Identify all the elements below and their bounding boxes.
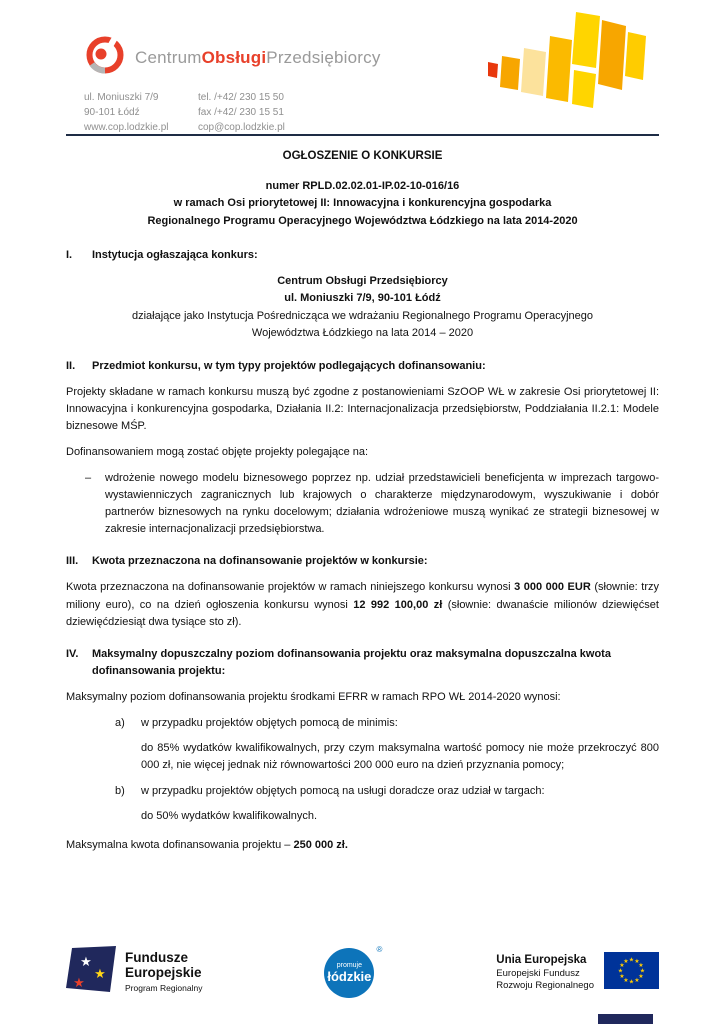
section-3-number: III.: [66, 555, 79, 568]
footer-logos: [66, 946, 659, 999]
document-body: [66, 148, 659, 854]
list-item-a-text: w przypadku projektów objętych pomocą de minimis:: [141, 716, 398, 729]
svg-text:★: ★: [628, 957, 635, 963]
list-item-b-detail: do 50% wydatków kwalifikowalnych.: [141, 809, 318, 822]
cop-logo: [84, 34, 381, 81]
svg-text:★: ★: [628, 979, 635, 985]
page-title: OGŁOSZENIE O KONKURSIE: [282, 150, 443, 162]
amount-eur: 3 000 000 EUR: [514, 581, 591, 594]
svg-text:★: ★: [617, 968, 624, 974]
contact-fax: fax /+42/ 230 15 51: [198, 107, 284, 118]
section-2-number: II.: [66, 360, 76, 373]
list-item-a-label: a): [115, 716, 125, 729]
fe-logo-text: [125, 951, 202, 993]
institution-name: Centrum Obsługi Przedsiębiorcy: [277, 274, 448, 287]
badge-lodzkie: łódzkie: [327, 968, 372, 984]
max-funding-line: [66, 837, 659, 854]
svg-text:★: ★: [619, 962, 625, 969]
section-3-paragraph: [66, 579, 659, 630]
svg-text:★: ★: [623, 958, 629, 965]
fe-line1: Fundusze: [125, 950, 188, 966]
eu-line2: Europejski Fundusz: [496, 967, 580, 979]
badge-promuje: promuje: [336, 961, 363, 969]
fe-flag-icon: [66, 946, 116, 999]
lodzkie-badge-zone: [202, 944, 496, 998]
max-funding-amount: 250 000 zł.: [293, 839, 348, 851]
section-2-paragraph-1: Projekty składane w ramach konkursu muszą być zgodne z postanowieniami SzOOP WŁ w zakresie Osi priorytetowej II: Innowacyjna i konkurencyjna gospodarka, Działania II.2: Internacjonalizacja przedsiębiorstw, Poddziałania II.2.1: Modele biznesowe MŚP.: [66, 386, 659, 433]
header-address-block: [84, 90, 168, 135]
eu-flag-icon: [604, 952, 659, 994]
svg-text:★: ★: [638, 962, 644, 969]
logo-word-przedsiebiorcy: Przedsiębiorcy: [266, 47, 381, 67]
header-divider: [66, 134, 659, 136]
amount-text-3: (słownie: dwanaście milionów dziewięćset dziewięćdziesiąt dwa tysiące sto zł).: [66, 598, 659, 628]
institution-address: ul. Moniuszki 7/9, 90-101 Łódź: [284, 292, 441, 305]
list-item-a: [115, 715, 659, 732]
section-1-heading: [66, 247, 659, 264]
section-3-heading: [66, 553, 659, 570]
svg-text:★: ★: [80, 954, 92, 969]
section-2-paragraph-2: Dofinansowaniem mogą zostać objęte projekty polegające na:: [66, 446, 369, 459]
fe-line2: Europejskie: [125, 964, 202, 980]
section-1-title: Instytucja ogłaszająca konkurs:: [92, 248, 258, 261]
section-4-title: Maksymalny dopuszczalny poziom dofinansowania projektu oraz maksymalna dopuszczalna kwota dofinansowania projektu:: [92, 647, 611, 677]
badge-registered-mark: ®: [376, 944, 383, 954]
cop-logo-icon: [84, 34, 126, 81]
eu-line3: Rozwoju Regionalnego: [496, 979, 594, 991]
fundusze-europejskie-logo: [66, 946, 202, 999]
max-funding-text: Maksymalna kwota dofinansowania projektu –: [66, 839, 294, 851]
bottom-edge-artifact: [598, 1014, 653, 1024]
subtitle-axis: w ramach Osi priorytetowej II: Innowacyjna i konkurencyjna gospodarka: [173, 197, 552, 210]
section-2-title: Przedmiot konkursu, w tym typy projektów podlegających dofinansowaniu:: [92, 360, 486, 373]
svg-text:★: ★: [623, 977, 629, 984]
cop-logo-wordmark: [135, 48, 381, 68]
address-street: ul. Moniuszki 7/9: [84, 92, 159, 103]
subtitle-program: Regionalnego Programu Operacyjnego Województwa Łódzkiego na lata 2014-2020: [147, 215, 578, 227]
logo-word-centrum: Centrum: [135, 47, 202, 67]
mosaic-graphic-icon: [488, 10, 648, 117]
amount-text-1: Kwota przeznaczona na dofinansowanie projektów w ramach niniejszego konkursu wynosi: [66, 581, 515, 594]
unia-europejska-logo: [496, 952, 659, 994]
amount-pln: 12 992 100,00 zł: [353, 598, 443, 611]
svg-text:★: ★: [73, 975, 85, 990]
list-item-a-detail: do 85% wydatków kwalifikowalnych, przy czym maksymalna wartość pomocy nie może przekroczyć 800 000 zł, nie więcej jednak niż równowartości 200 000 euro na dzień przyznania pomocy;: [141, 741, 659, 771]
list-item-b-text: w przypadku projektów objętych pomocą na usługi doradcze oraz udział w targach:: [141, 784, 545, 797]
contact-phone: tel. /+42/ 230 15 50: [198, 92, 284, 103]
contact-email: cop@cop.lodzkie.pl: [198, 122, 285, 133]
amount-text-2: (słownie: trzy miliony euro), co na dzień ogłoszenia konkursu wynosi: [66, 581, 659, 611]
address-city: 90-101 Łódź: [84, 107, 140, 118]
logo-word-obslugi: Obsługi: [201, 47, 267, 67]
lodzkie-badge-icon: [324, 944, 383, 998]
address-website: www.cop.lodzkie.pl: [84, 122, 169, 133]
section-2-heading: [66, 358, 659, 375]
section-4-number: IV.: [66, 647, 79, 660]
section-2-bullet: [85, 470, 659, 538]
bullet-dash: –: [85, 472, 92, 485]
section-4-heading: [66, 646, 659, 680]
list-item-b: [115, 783, 659, 800]
svg-text:★: ★: [619, 973, 625, 980]
svg-text:★: ★: [638, 973, 644, 980]
subtitle-number: numer RPLD.02.02.01-IP.02-10-016/16: [265, 179, 460, 192]
eu-line1: Unia Europejska: [496, 953, 587, 966]
fe-line3: Program Regionalny: [125, 983, 203, 994]
svg-text:★: ★: [634, 958, 640, 965]
eu-logo-text: [496, 953, 594, 993]
section-4-paragraph-1: Maksymalny poziom dofinansowania projektu środkami EFRR w ramach RPO WŁ 2014-2020 wynosi:: [66, 690, 561, 703]
institution-role-line1: działające jako Instytucja Pośrednicząca we wdrażaniu Regionalnego Programu Operacyjnego: [131, 309, 594, 322]
document-subtitle: [66, 178, 659, 231]
svg-text:★: ★: [639, 968, 646, 974]
section-1-number: I.: [66, 248, 73, 261]
header-contact-block: [198, 90, 285, 135]
institution-role-line2: Województwa Łódzkiego na lata 2014 – 2020: [251, 327, 474, 340]
section-1-content: [66, 273, 659, 343]
list-item-b-label: b): [115, 784, 125, 797]
svg-text:★: ★: [634, 977, 640, 984]
section-3-title: Kwota przeznaczona na dofinansowanie projektów w konkursie:: [92, 555, 428, 568]
bullet-text: wdrożenie nowego modelu biznesowego poprzez np. udział przedstawicieli beneficjenta w imprezach targowo-wystawienniczych zagranicznych lub krajowych o charakterze międzynarodowym, wyszukiwanie i dobór partnerów biznesowych na rynku docelowym; działania wdrożeniowe muszą wynikać ze strategii biznesowej w zakresie internacjonalizacji przedsiębiorstwa.: [105, 472, 659, 536]
svg-text:★: ★: [94, 966, 106, 981]
